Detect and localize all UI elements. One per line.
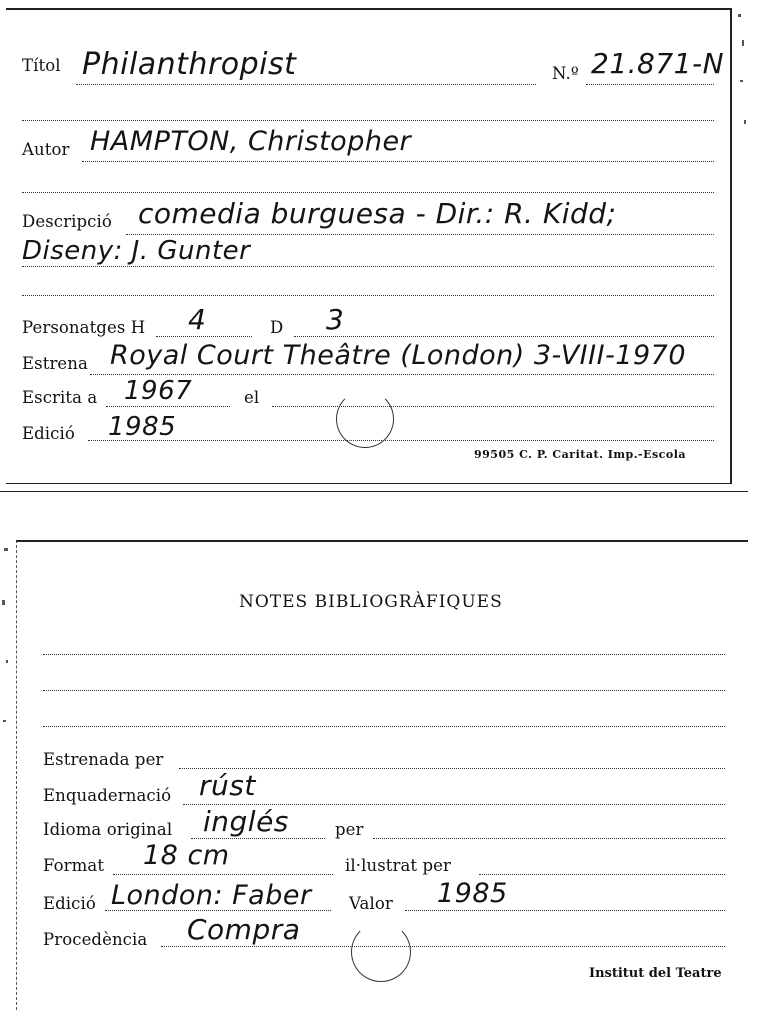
estrena-dotted-line [90, 374, 714, 375]
enquadernacio-label: Enquadernació [43, 786, 172, 805]
estrena-value: Royal Court Theâtre (London) 3-VIII-1970 [110, 340, 687, 371]
scan-speck [2, 600, 5, 605]
personatges-label: Personatges H [22, 318, 146, 337]
personatges-h-value: 4 [188, 303, 207, 336]
descripcio-line1: comedia burguesa - Dir.: R. Kidd; [138, 197, 617, 230]
per-row [335, 820, 364, 839]
notes-title: NOTES BIBLIOGRÀFIQUES [239, 592, 503, 612]
format-value: 18 cm [143, 840, 230, 871]
illustrat-row [345, 856, 451, 875]
procedencia-label: Procedència [43, 930, 148, 949]
idioma-label: Idioma original [43, 820, 173, 839]
format-row [43, 856, 104, 875]
punch-hole [336, 390, 394, 448]
autor-value: HAMPTON, Christopher [90, 126, 412, 157]
separator-line-1 [22, 120, 714, 121]
valor-value: 1985 [437, 878, 508, 909]
illustrat-label: il·lustrat per [345, 856, 452, 875]
valor-label: Valor [349, 894, 393, 913]
personatges-d-label: D [270, 318, 284, 337]
per-dotted-line [373, 838, 725, 839]
personatges-d-dotted-line [294, 336, 714, 337]
num-value: 21.871-N [591, 47, 725, 80]
scan-speck [742, 40, 744, 46]
personatges-d-value: 3 [326, 303, 345, 336]
punch-hole [351, 922, 411, 982]
escrita-dotted-line [106, 406, 230, 407]
estrena-row [22, 354, 88, 373]
titol-value: Philanthropist [82, 47, 297, 82]
scan-speck [738, 14, 741, 17]
procedencia-dotted-line [161, 946, 725, 947]
descripcio-label: Descripció [22, 212, 112, 231]
notes-dotted-line-1 [43, 654, 725, 655]
format-label: Format [43, 856, 105, 875]
escrita-value: 1967 [124, 376, 193, 406]
notes-dotted-line-3 [43, 726, 725, 727]
estrenada-label: Estrenada per [43, 750, 164, 769]
scan-speck [740, 80, 743, 82]
titol-row [22, 56, 61, 75]
edicio-value: 1985 [108, 412, 177, 442]
separator-line-3 [22, 295, 714, 296]
personatges-row [22, 318, 145, 337]
scan-speck [4, 548, 8, 551]
personatges-d-row [270, 318, 283, 337]
estrenada-row [43, 750, 163, 769]
idioma-dotted-line [191, 838, 325, 839]
escrita-row [22, 388, 97, 407]
notes-dotted-line-2 [43, 690, 725, 691]
separator-line-2 [22, 192, 714, 193]
descripcio-dotted-line-1 [126, 234, 714, 235]
valor-row [349, 894, 393, 913]
scan-speck [6, 660, 8, 663]
scan-speck [3, 720, 6, 722]
procedencia-value: Compra [187, 913, 301, 946]
printer-imprint: 99505 C. P. Caritat. Imp.-Escola [474, 448, 687, 461]
institution-stamp: Institut del Teatre [589, 966, 722, 981]
num-dotted-line [586, 84, 714, 85]
num-row [552, 64, 579, 83]
autor-label: Autor [22, 140, 70, 159]
format-dotted-line [113, 874, 333, 875]
personatges-h-dotted-line [156, 336, 252, 337]
edicio-dotted-line [88, 440, 714, 441]
descripcio-dotted-line-2 [22, 266, 714, 267]
catalog-card-front [6, 8, 732, 484]
edicio2-dotted-line [105, 910, 331, 911]
per-label: per [335, 820, 364, 839]
edicio-row [22, 424, 75, 443]
descripcio-line2: Diseny: J. Gunter [22, 236, 251, 266]
escrita-label: Escrita a [22, 388, 98, 407]
idioma-value: inglés [203, 805, 289, 838]
estrena-label: Estrena [22, 354, 88, 373]
edicio2-row [43, 894, 96, 913]
el-label: el [244, 388, 260, 407]
card-divider-line [0, 491, 748, 492]
illustrat-dotted-line [479, 874, 725, 875]
idioma-row [43, 820, 172, 839]
edicio2-label: Edició [43, 894, 96, 913]
catalog-card-back [16, 540, 748, 1010]
scan-speck [744, 120, 746, 124]
edicio-label: Edició [22, 424, 75, 443]
descripcio-row [22, 212, 112, 231]
titol-dotted-line [76, 84, 536, 85]
titol-label: Títol [22, 56, 61, 75]
estrenada-dotted-line [179, 768, 725, 769]
procedencia-row [43, 930, 147, 949]
autor-row [22, 140, 70, 159]
enquadernacio-value: rúst [199, 769, 256, 802]
num-label: N.º [552, 64, 579, 83]
autor-dotted-line [82, 161, 714, 162]
enquadernacio-row [43, 786, 171, 805]
el-row [244, 388, 259, 407]
edicio2-value: London: Faber [111, 880, 312, 911]
valor-dotted-line [405, 910, 725, 911]
